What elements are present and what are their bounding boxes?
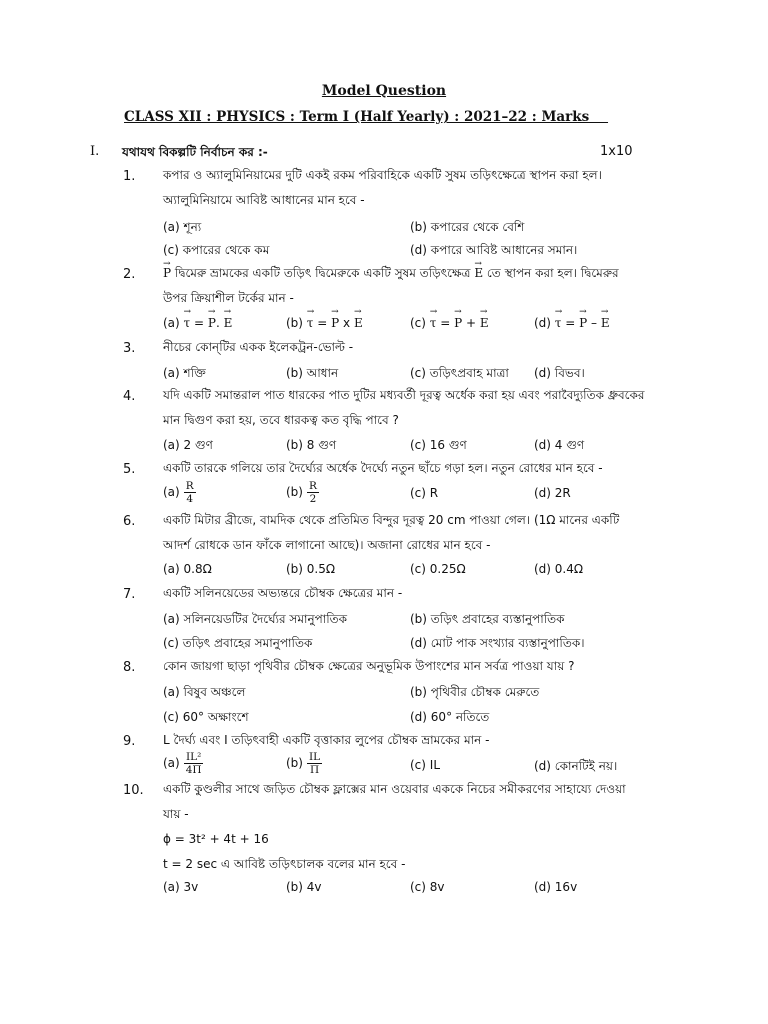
option-d: (d) কপারে আবিষ্ট আধানের সমান। <box>410 243 578 257</box>
section-marks: 1x10 <box>600 144 633 159</box>
question-number: 9. <box>123 734 136 749</box>
option-b: (b) কপারের থেকে বেশি <box>410 220 525 234</box>
option-c: (c) তড়িৎ প্রবাহের সমানুপাতিক <box>163 636 313 650</box>
option-b: (b) তড়িৎ প্রবাহের ব্যস্তানুপাতিক <box>410 612 565 626</box>
question-line: কোন জায়গা ছাড়া পৃথিবীর চৌম্বক ক্ষেত্রের অনুভূমিক উপাংশের মান সর্বত্র পাওয়া যায় ? <box>163 659 575 673</box>
option-a: (a) $\frac{\text{IL²}}{4\Pi}$ <box>163 751 202 776</box>
class-subject-line: CLASS XII : PHYSICS : Term I (Half Yearly) : 2021–22 : Marks <box>124 109 609 125</box>
question-line: নীচের কোন্‌টির একক ইলেকট্রন-ভোল্ট - <box>163 340 354 354</box>
question-number: 6. <box>123 514 136 529</box>
question-line: মান দ্বিগুণ করা হয়, তবে ধারকত্ব কত বৃদ্ধি পাবে ? <box>163 413 399 427</box>
question-number: 2. <box>123 267 136 282</box>
question-line: একটি তারকে গলিয়ে তার দৈর্ঘ্যের অর্ধেক দৈর্ঘ্যে নতুন ছাঁচে গড়া হল। নতুন রোধের মান হবে - <box>163 461 603 475</box>
option-d: (d) → τ = → P – → E <box>534 316 610 330</box>
option-d: (d) 0.4Ω <box>534 562 584 576</box>
question-line: t = 2 sec এ আবিষ্ট তড়িৎচালক বলের মান হবে - <box>163 857 406 871</box>
option-c: (c) → τ = → P + → E <box>410 316 489 330</box>
question-text <box>163 508 693 558</box>
option-a: (a) 3v <box>163 880 199 894</box>
option-c: (c) IL <box>410 758 440 772</box>
option-a: (a) সলিনয়েডটির দৈর্ঘ্যের সমানুপাতিক <box>163 612 348 626</box>
question-text <box>163 654 693 679</box>
question-text <box>163 335 693 360</box>
option-d: (d) 2R <box>534 486 571 500</box>
question-text <box>163 383 693 433</box>
question-number: 5. <box>123 462 136 477</box>
fraction: $\frac{R}{4}$ <box>185 480 194 505</box>
question-line: উপর ক্রিয়াশীল টর্কের মান - <box>163 291 294 305</box>
question-number: 7. <box>123 587 136 602</box>
question-line: একটি সলিনয়েডের অভ্যন্তরে চৌম্বক ক্ষেত্রের মান - <box>163 586 403 600</box>
option-d: (d) 16v <box>534 880 578 894</box>
section-number: I. <box>90 144 100 159</box>
option-c: (c) 60° অক্ষাংশে <box>163 710 249 724</box>
option-b: (b) $\frac{IL}{\Pi}$ <box>286 751 321 776</box>
option-c: (c) কপারের থেকে কম <box>163 243 270 257</box>
option-d: (d) মোট পাক সংখ্যার ব্যস্তানুপাতিক। <box>410 636 585 650</box>
option-a: (a) → τ = → P. → E <box>163 316 232 330</box>
vector-p: → P <box>163 261 171 286</box>
option-d: (d) বিভব। <box>534 366 585 380</box>
question-number: 8. <box>123 660 136 675</box>
question-text <box>163 777 693 877</box>
option-b: (b) 8 গুণ <box>286 438 337 452</box>
question-line: একটি কুণ্ডলীর সাথে জড়িত চৌম্বক ফ্লাক্সের মান ওয়েবার এককে নিচের সমীকরণের সাহায্যে দেওয়া <box>163 782 626 796</box>
question-text <box>163 456 693 481</box>
page-title: Model Question <box>321 83 447 99</box>
question-text <box>163 581 693 606</box>
option-a: (a) $\frac{R}{4}$ <box>163 480 194 505</box>
option-a: (a) বিষুব অঞ্চলে <box>163 685 246 699</box>
option-b: (b) আধান <box>286 366 339 380</box>
question-text <box>163 261 693 311</box>
fraction: $\frac{IL}{\Pi}$ <box>308 751 321 776</box>
question-number: 4. <box>123 389 136 404</box>
vector-e: → E <box>474 261 483 286</box>
option-d: (d) 60° নতিতে <box>410 710 490 724</box>
question-number: 10. <box>123 783 144 798</box>
question-line: কপার ও অ্যালুমিনিয়ামের দুটি একই রকম পরিবাহিকে একটি সুষম তড়িৎক্ষেত্রে স্থাপন করা হল। <box>163 168 602 182</box>
fraction: $\frac{R}{2}$ <box>308 480 317 505</box>
option-c: (c) 0.25Ω <box>410 562 466 576</box>
question-line: একটি মিটার ব্রীজে, বামদিক থেকে প্রতিমিত বিন্দুর দূরত্ব 20 cm পাওয়া গেল। (1Ω মানের একটি <box>163 513 620 527</box>
question-number: 3. <box>123 341 136 356</box>
question-line: আদর্শ রোধকে ডান ফাঁকে লাগানো আছে)। অজানা রোধের মান হবে - <box>163 538 491 552</box>
option-c: (c) 16 গুণ <box>410 438 467 452</box>
question-number: 1. <box>123 169 136 184</box>
fraction: $\frac{\text{IL²}}{4\Pi}$ <box>185 751 202 776</box>
option-a: (a) শূন্য <box>163 220 202 234</box>
option-b: (b) 0.5Ω <box>286 562 336 576</box>
question-text <box>163 728 693 753</box>
option-b: (b) 4v <box>286 880 322 894</box>
option-c: (c) 8v <box>410 880 445 894</box>
option-a: (a) 0.8Ω <box>163 562 212 576</box>
question-line: যদি একটি সমান্তরাল পাত ধারকের পাত দুটির মধ্যবর্তী দূরত্ব অর্ধেক করা হয় এবং পরাবৈদ্যুতিক ধ্রুবকের <box>163 388 645 402</box>
option-b: (b) পৃথিবীর চৌম্বক মেরুতে <box>410 685 540 699</box>
option-d: (d) 4 গুণ <box>534 438 585 452</box>
option-b: (b) → τ = → P x → E <box>286 316 363 330</box>
question-text <box>163 163 693 213</box>
question-line: → P দ্বিমেরু ভ্রামকের একটি তড়িৎ দ্বিমেরুকে একটি সুষম তড়িৎক্ষেত্র → E তে স্থাপন করা হল। দ্বিমেরুর <box>163 261 693 286</box>
question-line: অ্যালুমিনিয়ামে আবিষ্ট আধানের মান হবে - <box>163 193 365 207</box>
question-line: L দৈর্ঘ্য এবং I তড়িৎবাহী একটি বৃত্তাকার লুপের চৌম্বক ভ্রামকের মান - <box>163 733 490 747</box>
section-title: যথাযথ বিকল্পটি নির্বাচন কর :- <box>122 145 268 159</box>
option-d: (d) কোনটিই নয়। <box>534 759 618 773</box>
option-c: (c) তড়িৎপ্রবাহ মাত্রা <box>410 366 509 380</box>
question-line: যায় - <box>163 807 189 821</box>
option-b: (b) $\frac{R}{2}$ <box>286 480 317 505</box>
question-equation: ϕ = 3t² + 4t + 16 <box>163 832 269 846</box>
option-a: (a) 2 গুণ <box>163 438 213 452</box>
option-c: (c) R <box>410 486 439 500</box>
section-header <box>0 144 768 164</box>
option-a: (a) শক্তি <box>163 366 206 380</box>
